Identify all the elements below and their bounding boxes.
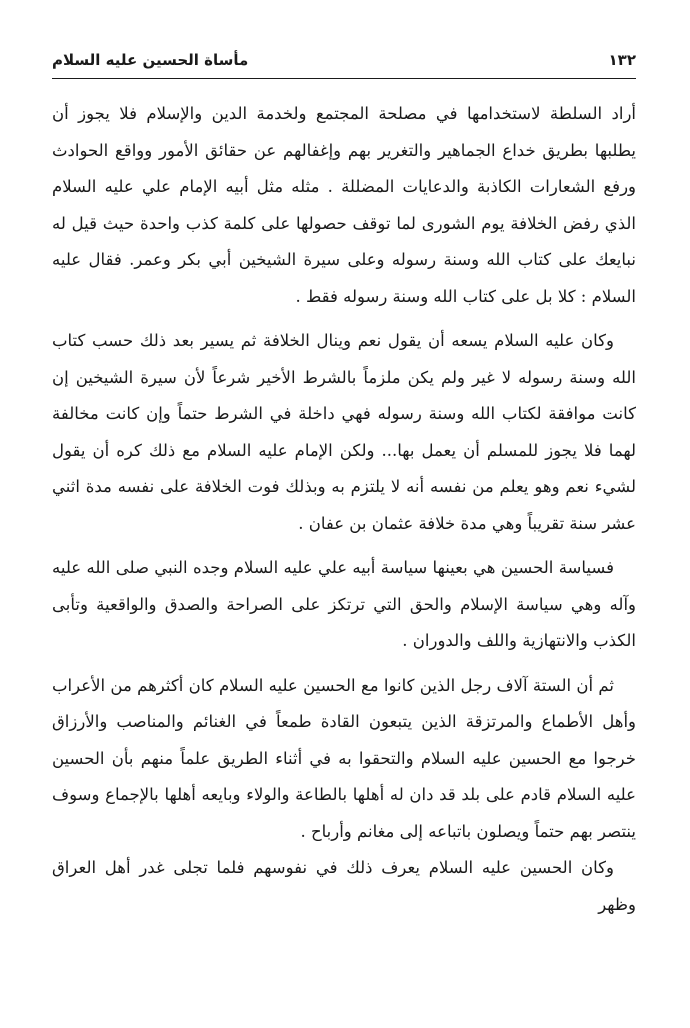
body-text — [52, 96, 636, 923]
paragraph: أراد السلطة لاستخدامها في مصلحة المجتمع ولخدمة الدين والإسلام فلا يجوز أن يطلبها بطريق خداع الجماهير والتغرير بهم وإغفالهم عن حقائق الأمور وواقع الحوادث ورفع الشعارات الكاذبة والدعايات المضللة . مثله مثل أبيه الإمام علي عليه السلام الذي رفض الخلافة يوم الشورى لما توقف حصولها على كلمة كذب واحدة حيث قيل له نبايعك على كتاب الله وسنة رسوله وعلى سيرة الشيخين أبي بكر وعمر. فقال عليه السلام : كلا بل على كتاب الله وسنة رسوله فقط . — [52, 104, 636, 306]
page-header — [52, 44, 636, 76]
page-number: ١٣٢ — [608, 51, 636, 69]
paragraph: وكان عليه السلام يسعه أن يقول نعم وينال الخلافة ثم يسير بعد ذلك حسب كتاب الله وسنة رسوله لا غير ولم يكن ملزماً بالشرط الأخير شرعاً لأن سيرة الشيخين إن كانت موافقة لكتاب الله وسنة رسوله فهي داخلة في الشرط حتماً وإن كانت مخالفة لهما فلا يجوز للمسلم أن يعمل بها... ولكن الإمام عليه السلام مع ذلك كره أن يقول لشيء نعم وهو يعلم من نفسه أنه لا يلتزم به وبذلك فوت الخلافة على نفسه مدة اثني عشر سنة تقريباً وهي مدة خلافة عثمان بن عفان . — [52, 331, 636, 533]
paragraph: ثم أن الستة آلاف رجل الذين كانوا مع الحسين عليه السلام كان أكثرهم من الأعراب وأهل الأطماع والمرتزقة الذين يتبعون القادة طمعاً في الغنائم والمناصب والأرزاق خرجوا مع الحسين عليه السلام والتحقوا به في أثناء الطريق علماً منهم بأن الحسين عليه السلام قادم على بلد قد دان له أهلها بالطاعة والولاء وبايعه أهلها بالإجماع وسوف ينتصر بهم حتماً ويصلون باتباعه إلى مغانم وأرباح . — [52, 675, 636, 841]
running-title: مأساة الحسين عليه السلام — [52, 51, 249, 69]
paragraph: فسياسة الحسين هي بعينها سياسة أبيه علي عليه السلام وجده النبي صلى الله عليه وآله وهي سياسة الإسلام والحق التي ترتكز على الصراحة والصدق والواقعية وتأبى الكذب والانتهازية واللف والدوران . — [52, 558, 636, 650]
header-divider — [52, 78, 636, 79]
paragraph: وكان الحسين عليه السلام يعرف ذلك في نفوسهم فلما تجلى غدر أهل العراق وظهر — [52, 858, 636, 914]
